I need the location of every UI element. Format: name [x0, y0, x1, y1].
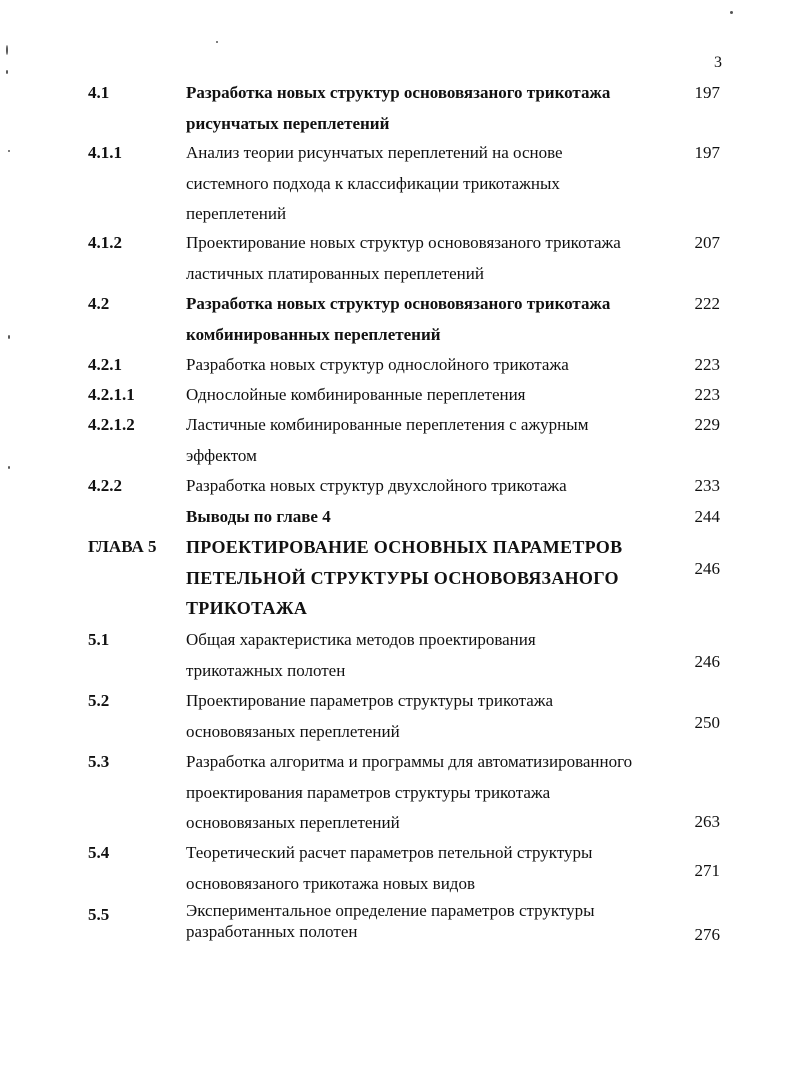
toc-entry-title-line: трикотажных полотен	[186, 660, 346, 680]
toc-entry-title	[186, 380, 666, 411]
toc-entry-title-line: Однослойные комбинированные переплетения	[186, 385, 526, 404]
toc-entry-title-line: ластичных платированных переплетений	[186, 263, 484, 283]
toc-entry-title-line: основовязаного трикотажа новых видов	[186, 873, 475, 893]
toc-entry-title	[186, 532, 666, 624]
toc-entry-title	[186, 471, 666, 502]
scan-speck	[6, 45, 8, 55]
toc-entry-page: 276	[694, 925, 720, 944]
toc-entry-title-line: Выводы по главе 4	[186, 507, 331, 526]
toc-entry-title-line: комбинированных переплетений	[186, 324, 441, 344]
toc-entry-title	[186, 138, 666, 230]
toc-entry-title	[186, 747, 666, 839]
toc-entry-title	[186, 78, 666, 139]
toc-entry-number: 5.2	[88, 691, 110, 710]
toc-entry-page: 229	[694, 415, 720, 434]
toc-entry-page: 246	[694, 559, 720, 578]
toc-entry-number: 5.1	[88, 630, 110, 649]
toc-entry-number: 4.2.1.2	[88, 415, 135, 434]
toc-entry-number: 4.1	[88, 83, 110, 102]
toc-entry-title-line: проектирования параметров структуры трикотажа	[186, 782, 551, 802]
toc-entry-number: 5.4	[88, 843, 110, 862]
toc-entry-title-line: Разработка новых структур однослойного трикотажа	[186, 355, 569, 374]
scan-speck	[8, 335, 10, 339]
toc-entry-title-line: Разработка новых структур двухслойного трикотажа	[186, 476, 567, 495]
toc-entry-page: 244	[694, 507, 720, 526]
toc-entry-title-line: Общая характеристика методов проектирования	[186, 630, 536, 649]
toc-entry-title-line: основовязаных переплетений	[186, 721, 400, 741]
toc-entry-number: 4.2	[88, 294, 110, 313]
toc-entry-title-line: Проектирование новых структур основовязаного трикотажа	[186, 233, 621, 252]
toc-entry-title-line: основовязаных переплетений	[186, 813, 400, 832]
toc-entry-page: 223	[694, 385, 720, 404]
toc-entry-title-line: эффектом	[186, 445, 257, 465]
toc-entry-number: 4.2.1.1	[88, 385, 135, 404]
toc-entry-title-line: Проектирование параметров структуры трикотажа	[186, 691, 554, 710]
toc-entry-title	[186, 686, 666, 747]
toc-entry-title	[186, 625, 666, 686]
toc-entry-page: 233	[694, 476, 720, 495]
toc-entry-title-line: рисунчатых переплетений	[186, 113, 390, 133]
toc-entry-title-line: системного подхода к классификации трикотажных	[186, 173, 560, 193]
toc-entry-title-line: ПЕТЕЛЬНОЙ СТРУКТУРЫ ОСНОВОВЯЗАНОГО	[186, 567, 619, 588]
toc-entry-title	[186, 289, 666, 350]
scan-speck	[8, 150, 10, 152]
toc-entry-page: 250	[694, 713, 720, 732]
toc-entry-title	[186, 900, 666, 942]
toc-entry-title-line: ТРИКОТАЖА	[186, 598, 308, 618]
toc-entry-page: 197	[694, 83, 720, 102]
scan-speck	[216, 41, 218, 43]
toc-entry-title	[186, 410, 666, 471]
toc-entry-title-line: переплетений	[186, 204, 287, 223]
toc-entry-page: 246	[694, 652, 720, 671]
toc-entry-title	[186, 350, 666, 381]
toc-entry-title-line: Разработка алгоритма и программы для автоматизированного	[186, 752, 633, 771]
toc-entry-page: 222	[694, 294, 720, 313]
toc-entry-title-line: Разработка новых структур основовязаного трикотажа	[186, 294, 611, 313]
scan-speck	[730, 11, 733, 14]
toc-entry-number: 5.3	[88, 752, 110, 771]
toc-entry-page: 263	[694, 812, 720, 831]
toc-entry-title-line: Ластичные комбинированные переплетения с ажурным	[186, 415, 589, 434]
toc-entry-title	[186, 838, 666, 899]
toc-entry-title-line: разработанных полотен	[186, 922, 358, 941]
toc-entry-number: 4.2.2	[88, 476, 122, 495]
toc-entry-title-line: ПРОЕКТИРОВАНИЕ ОСНОВНЫХ ПАРАМЕТРОВ	[186, 537, 623, 557]
toc-entry-page: 197	[694, 143, 720, 162]
toc-entry-number: 4.1.1	[88, 143, 122, 162]
scan-speck	[8, 466, 10, 469]
toc-entry-number: 5.5	[88, 905, 110, 924]
toc-entry-title-line: Анализ теории рисунчатых переплетений на основе	[186, 143, 563, 162]
toc-entry-number: 4.2.1	[88, 355, 122, 374]
scan-speck	[6, 70, 8, 74]
toc-entry-page: 207	[694, 233, 720, 252]
toc-entry-number: 4.1.2	[88, 233, 122, 252]
toc-entry-page: 223	[694, 355, 720, 374]
toc-entry-title-line: Разработка новых структур основовязаного трикотажа	[186, 83, 611, 102]
toc-entry-title-line: Теоретический расчет параметров петельной структуры	[186, 843, 593, 862]
toc-entry-title	[186, 502, 666, 533]
toc-entry-page: 271	[694, 861, 720, 880]
toc-entry-title	[186, 228, 666, 289]
toc-entry-title-line: Экспериментальное определение параметров структуры	[186, 901, 595, 920]
toc-entry-number: ГЛАВА 5	[88, 537, 157, 556]
page-number: 3	[714, 54, 722, 71]
